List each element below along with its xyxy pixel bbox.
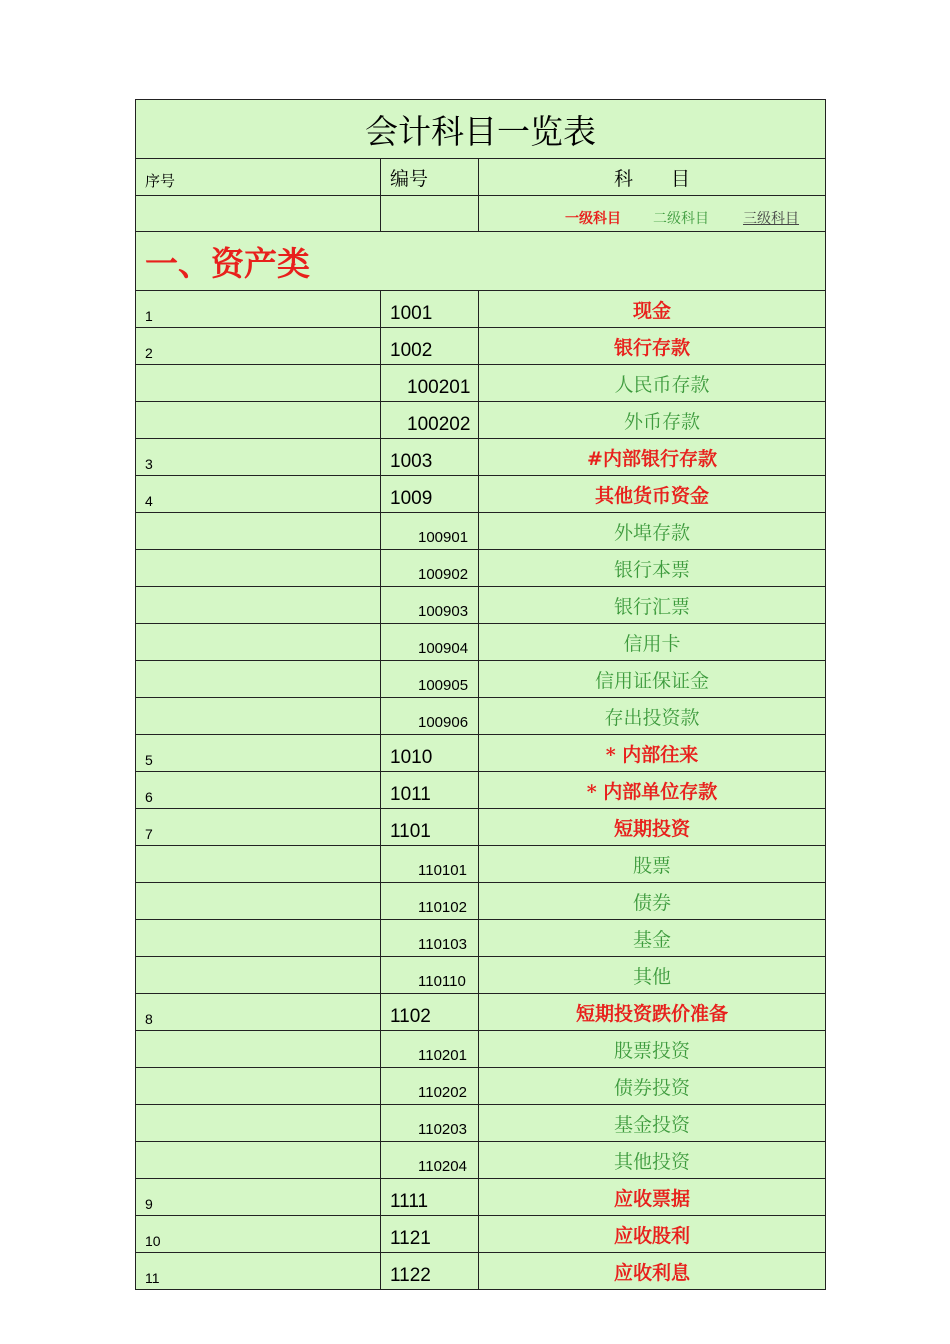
code-header: 编号 (381, 159, 479, 196)
table-row (136, 365, 826, 402)
row-code: 100901 (381, 513, 479, 550)
row-seq (136, 550, 381, 587)
row-seq (136, 920, 381, 957)
row-subject: 其他 (479, 957, 826, 994)
table-row (136, 1253, 826, 1290)
row-seq (136, 883, 381, 920)
section-heading: 一、资产类 (136, 232, 826, 291)
row-subject: 债券投资 (479, 1068, 826, 1105)
row-code: 100906 (381, 698, 479, 735)
row-seq: 4 (136, 476, 381, 513)
row-code: 1111 (381, 1179, 479, 1216)
row-code: 1011 (381, 772, 479, 809)
row-code: 110103 (381, 920, 479, 957)
table-row (136, 883, 826, 920)
level-legend (479, 196, 826, 232)
row-code: 100903 (381, 587, 479, 624)
row-seq (136, 1105, 381, 1142)
table-row (136, 846, 826, 883)
row-subject: 其他投资 (479, 1142, 826, 1179)
row-seq: 8 (136, 994, 381, 1031)
row-code: 100202 (381, 402, 479, 439)
row-code: 1001 (381, 291, 479, 328)
row-code: 110204 (381, 1142, 479, 1179)
row-subject: * 内部单位存款 (479, 772, 826, 809)
row-seq (136, 661, 381, 698)
row-code: 1002 (381, 328, 479, 365)
table-row (136, 291, 826, 328)
table-row (136, 550, 826, 587)
row-subject: 基金投资 (479, 1105, 826, 1142)
row-code: 1101 (381, 809, 479, 846)
row-code: 1010 (381, 735, 479, 772)
row-seq (136, 587, 381, 624)
row-subject: 股票投资 (479, 1031, 826, 1068)
table-row (136, 624, 826, 661)
row-subject: 银行存款 (479, 328, 826, 365)
table-row (136, 328, 826, 365)
row-seq (136, 513, 381, 550)
table-row (136, 513, 826, 550)
table-row (136, 1216, 826, 1253)
row-code: 110201 (381, 1031, 479, 1068)
row-subject: 债券 (479, 883, 826, 920)
row-code: 1102 (381, 994, 479, 1031)
row-seq (136, 624, 381, 661)
row-seq (136, 846, 381, 883)
row-seq: 7 (136, 809, 381, 846)
subject-header: 科 目 (479, 159, 826, 196)
row-subject: 基金 (479, 920, 826, 957)
account-table (135, 99, 826, 1290)
row-subject: 外埠存款 (479, 513, 826, 550)
table-row (136, 809, 826, 846)
row-subject: 应收票据 (479, 1179, 826, 1216)
legend-level1: 一级科目 (565, 211, 622, 227)
row-code: 1121 (381, 1216, 479, 1253)
row-subject: #内部银行存款 (479, 439, 826, 476)
row-seq: 3 (136, 439, 381, 476)
legend-empty-code (381, 196, 479, 232)
table-row (136, 476, 826, 513)
row-code: 100905 (381, 661, 479, 698)
table-row (136, 661, 826, 698)
table-row (136, 1105, 826, 1142)
row-seq: 9 (136, 1179, 381, 1216)
table-row (136, 402, 826, 439)
row-subject: 外币存款 (479, 402, 826, 439)
row-subject: 信用卡 (479, 624, 826, 661)
row-subject: * 内部往来 (479, 735, 826, 772)
table-row (136, 1179, 826, 1216)
row-code: 110202 (381, 1068, 479, 1105)
row-subject: 应收利息 (479, 1253, 826, 1290)
table-row (136, 920, 826, 957)
row-code: 100201 (381, 365, 479, 402)
row-seq (136, 365, 381, 402)
table-row (136, 1142, 826, 1179)
row-seq: 5 (136, 735, 381, 772)
row-subject: 银行汇票 (479, 587, 826, 624)
seq-header: 序号 (136, 159, 381, 196)
row-seq (136, 698, 381, 735)
row-subject: 短期投资 (479, 809, 826, 846)
row-code: 110110 (381, 957, 479, 994)
row-seq (136, 957, 381, 994)
table-row (136, 735, 826, 772)
row-code: 100904 (381, 624, 479, 661)
row-code: 110203 (381, 1105, 479, 1142)
row-subject: 股票 (479, 846, 826, 883)
legend-level3: 三级科目 (743, 211, 800, 227)
row-seq: 11 (136, 1253, 381, 1290)
page-title: 会计科目一览表 (136, 100, 826, 159)
row-seq: 6 (136, 772, 381, 809)
row-seq (136, 1031, 381, 1068)
row-code: 100902 (381, 550, 479, 587)
row-subject: 其他货币资金 (479, 476, 826, 513)
table-row (136, 439, 826, 476)
row-subject: 应收股利 (479, 1216, 826, 1253)
row-seq: 1 (136, 291, 381, 328)
row-subject: 现金 (479, 291, 826, 328)
row-subject: 银行本票 (479, 550, 826, 587)
row-code: 110101 (381, 846, 479, 883)
row-code: 1122 (381, 1253, 479, 1290)
row-subject: 信用证保证金 (479, 661, 826, 698)
legend-level2: 二级科目 (653, 211, 710, 227)
row-seq (136, 402, 381, 439)
table-row (136, 772, 826, 809)
row-subject: 存出投资款 (479, 698, 826, 735)
row-subject: 短期投资跌价准备 (479, 994, 826, 1031)
table-row (136, 587, 826, 624)
row-seq (136, 1068, 381, 1105)
row-seq: 2 (136, 328, 381, 365)
table-row (136, 698, 826, 735)
legend-empty-seq (136, 196, 381, 232)
row-seq: 10 (136, 1216, 381, 1253)
row-code: 1009 (381, 476, 479, 513)
row-code: 110102 (381, 883, 479, 920)
table-row (136, 957, 826, 994)
table-row (136, 1031, 826, 1068)
table-row (136, 1068, 826, 1105)
table-row (136, 994, 826, 1031)
row-code: 1003 (381, 439, 479, 476)
row-seq (136, 1142, 381, 1179)
row-subject: 人民币存款 (479, 365, 826, 402)
